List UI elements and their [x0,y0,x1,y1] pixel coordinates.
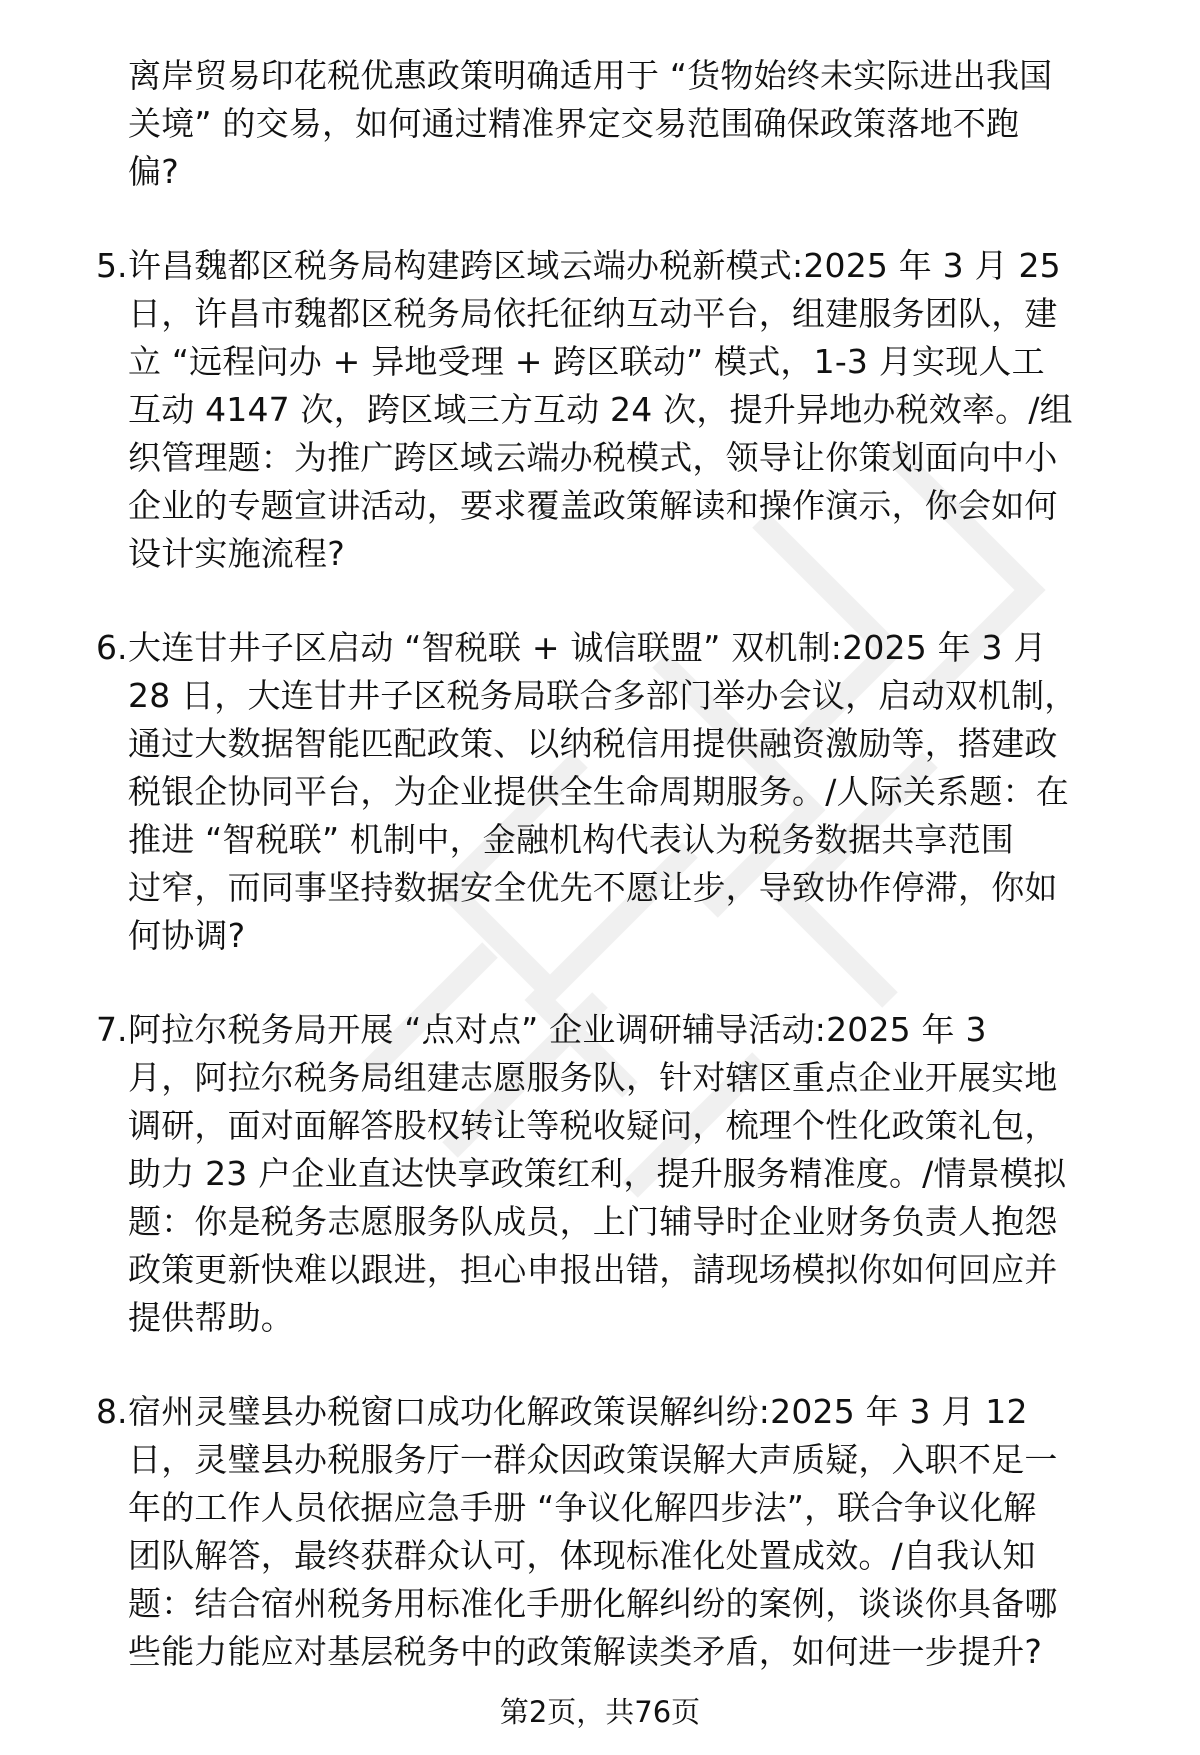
question-item-6 [0,624,1200,960]
text-line: 些能力能应对基层税务中的政策解读类矛盾，如何进一步提升? [128,1632,1043,1671]
text-line: 阿拉尔税务局开展 “点对点” 企业调研辅导活动:2025 年 3 [128,1010,987,1049]
text-line: 大连甘井子区启动 “智税联 + 诚信联盟” 双机制:2025 年 3 月 [128,628,1047,667]
item-number: 8. [96,1392,128,1431]
text-line: 税银企协同平台，为企业提供全生命周期服务。/人际关系题：在 [128,772,1069,811]
text-line: 提供帮助。 [128,1298,294,1337]
item-number: 5. [96,246,128,285]
question-item-5 [0,242,1200,578]
text-line: 推进 “智税联” 机制中，金融机构代表认为税务数据共享范围 [128,820,1014,859]
text-line: 企业的专题宣讲活动，要求覆盖政策解读和操作演示，你会如何 [128,486,1058,525]
item-number: 7. [96,1010,128,1049]
document-body [0,52,1200,1676]
text-line: 团队解答，最终获群众认可，体现标准化处置成效。/自我认知 [128,1536,1036,1575]
text-line: 许昌魏都区税务局构建跨区域云端办税新模式:2025 年 3 月 25 [128,246,1061,285]
text-line: 助力 23 户企业直达快享政策红利，提升服务精准度。/情景模拟 [128,1154,1067,1193]
text-line: 日，许昌市魏都区税务局依托征纳互动平台，组建服务团队，建 [128,294,1058,333]
text-line: 题：结合宿州税务用标准化手册化解纠纷的案例，谈谈你具备哪 [128,1584,1058,1623]
text-line: 织管理题：为推广跨区域云端办税模式，领导让你策划面向中小 [128,438,1058,477]
text-line: 立 “远程问办 + 异地受理 + 跨区联动” 模式，1-3 月实现人工 [128,342,1045,381]
text-line: 题：你是税务志愿服务队成员，上门辅导时企业财务负责人抱怨 [128,1202,1058,1241]
text-line: 日，灵璧县办税服务厅一群众因政策误解大声质疑，入职不足一 [128,1440,1058,1479]
text-line: 离岸贸易印花税优惠政策明确适用于 “货物始终未实际进出我国 [128,56,1053,95]
question-item-7 [0,1006,1200,1342]
page-number-footer: 第2页，共76页 [499,1695,701,1729]
text-line: 通过大数据智能匹配政策、以纳税信用提供融资激励等，搭建政 [128,724,1058,763]
continuation-paragraph [0,52,1200,196]
question-item-8 [0,1388,1200,1676]
text-line: 政策更新快难以跟进，担心申报出错，請现场模拟你如何回应并 [128,1250,1058,1289]
text-line: 28 日，大连甘井子区税务局联合多部门举办会议，启动双机制， [128,676,1078,715]
text-line: 月，阿拉尔税务局组建志愿服务队，针对辖区重点企业开展实地 [128,1058,1058,1097]
text-line: 过窄，而同事坚持数据安全优先不愿让步，导致协作停滞，你如 [128,868,1058,907]
text-line: 设计实施流程? [128,534,345,573]
text-line: 互动 4147 次，跨区域三方互动 24 次，提升异地办税效率。/组 [128,390,1073,429]
item-number: 6. [96,628,128,667]
text-line: 何协调? [128,916,246,955]
text-line: 关境” 的交易，如何通过精准界定交易范围确保政策落地不跑 [128,104,1020,143]
text-line: 偏? [128,152,179,191]
text-line: 宿州灵璧县办税窗口成功化解政策误解纠纷:2025 年 3 月 12 [128,1392,1028,1431]
text-line: 年的工作人员依据应急手册 “争议化解四步法”，联合争议化解 [128,1488,1037,1527]
text-line: 调研，面对面解答股权转让等税收疑问，梳理个性化政策礼包， [128,1106,1058,1145]
